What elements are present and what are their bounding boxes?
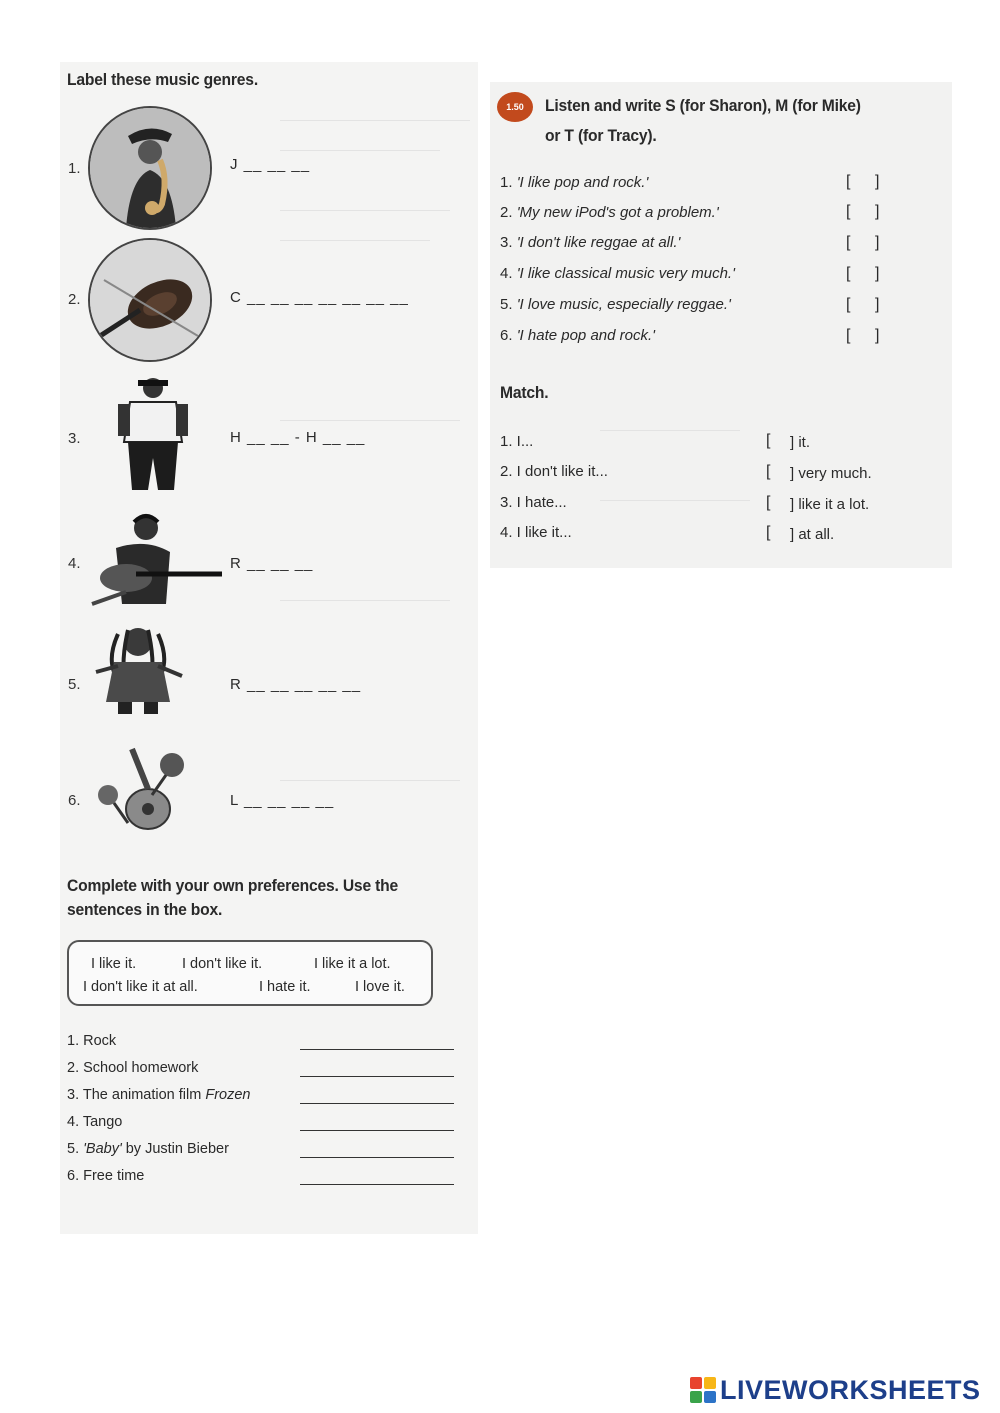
preference-answer-line[interactable]: [300, 1076, 454, 1077]
genre-answer-hint[interactable]: R __ __ __: [230, 555, 314, 572]
preference-item: 2. School homework: [67, 1060, 199, 1076]
show-through-line: [280, 780, 460, 781]
rock-guitarist-icon: [86, 508, 206, 628]
preference-answer-line[interactable]: [300, 1184, 454, 1185]
preference-answer-line[interactable]: [300, 1049, 454, 1050]
match-bracket-open[interactable]: [: [766, 432, 771, 449]
complete-preferences-title-line2: sentences in the box.: [67, 900, 223, 919]
answer-bracket-close: ]: [875, 203, 880, 220]
match-right-item: ] very much.: [790, 465, 872, 482]
listen-title-line2: or T (for Tracy).: [545, 126, 657, 145]
liveworksheets-logo[interactable]: [690, 1373, 981, 1407]
genre-answer-hint[interactable]: H __ __ - H __ __: [230, 429, 366, 446]
listen-item: [500, 265, 735, 282]
preference-text: 5.: [67, 1141, 84, 1157]
preference-answer-line[interactable]: [300, 1130, 454, 1131]
hip-hop-dancer-icon: [108, 372, 228, 492]
preference-text-rest: by Justin Bieber: [121, 1141, 229, 1157]
preference-item: 1. Rock: [67, 1033, 117, 1049]
box-sentence: I like it.: [91, 956, 137, 972]
match-title: Match.: [500, 383, 549, 402]
listen-item: [500, 327, 655, 344]
quote: 'My new iPod's got a problem.': [516, 204, 719, 221]
audio-track-badge: 1.50: [497, 92, 533, 122]
box-sentence: I like it a lot.: [314, 956, 391, 972]
listen-item: [500, 296, 731, 313]
saxophone-player-icon: [88, 106, 212, 230]
genre-number: 1.: [68, 160, 81, 177]
latin-instruments-icon: [92, 745, 212, 865]
logo-square: [704, 1377, 716, 1389]
preference-item: [67, 1087, 251, 1103]
genre-number: 5.: [68, 676, 81, 693]
logo-mark-icon: [690, 1377, 716, 1403]
match-left-item: 4. I like it...: [500, 524, 572, 541]
answer-bracket-open[interactable]: [: [846, 173, 851, 190]
item-number: 1.: [500, 174, 513, 191]
show-through-line: [600, 430, 740, 431]
complete-preferences-title: Complete with your own preferences. Use the: [67, 876, 399, 895]
film-title: Frozen: [205, 1087, 251, 1103]
quote: 'I like classical music very much.': [516, 265, 735, 282]
quote: 'I don't like reggae at all.': [516, 234, 681, 251]
show-through-line: [280, 600, 450, 601]
preference-text: 3. The animation film: [67, 1087, 206, 1103]
song-title: 'Baby': [83, 1141, 122, 1157]
genre-number: 2.: [68, 291, 81, 308]
box-sentence: I hate it.: [259, 979, 311, 995]
item-number: 4.: [500, 265, 513, 282]
item-number: 2.: [500, 204, 513, 221]
violin-icon: [88, 238, 212, 362]
listen-item: [500, 174, 648, 191]
answer-bracket-close: ]: [875, 173, 880, 190]
quote: 'I like pop and rock.': [516, 174, 649, 191]
logo-square: [690, 1377, 702, 1389]
box-sentence: I don't like it.: [182, 956, 263, 972]
match-left-item: 3. I hate...: [500, 494, 567, 511]
genre-answer-hint[interactable]: L __ __ __ __: [230, 792, 335, 809]
preference-item: 6. Free time: [67, 1168, 145, 1184]
answer-bracket-open[interactable]: [: [846, 296, 851, 313]
preference-item: [67, 1141, 229, 1157]
show-through-line: [280, 150, 440, 151]
answer-bracket-open[interactable]: [: [846, 203, 851, 220]
match-right-item: ] like it a lot.: [790, 496, 870, 513]
answer-bracket-close: ]: [875, 327, 880, 344]
logo-square: [704, 1391, 716, 1403]
label-genres-title: Label these music genres.: [67, 70, 258, 89]
quote: 'I hate pop and rock.': [516, 327, 656, 344]
genre-number: 3.: [68, 430, 81, 447]
show-through-line: [280, 210, 450, 211]
reggae-singer-icon: [88, 616, 208, 736]
answer-bracket-open[interactable]: [: [846, 327, 851, 344]
item-number: 5.: [500, 296, 513, 313]
listen-title: Listen and write S (for Sharon), M (for Mike): [545, 96, 861, 115]
genre-answer-hint[interactable]: J __ __ __: [230, 156, 311, 173]
answer-bracket-close: ]: [875, 234, 880, 251]
answer-bracket-open[interactable]: [: [846, 234, 851, 251]
genre-number: 4.: [68, 555, 81, 572]
box-sentence: I don't like it at all.: [83, 979, 198, 995]
preference-answer-line[interactable]: [300, 1157, 454, 1158]
match-bracket-open[interactable]: [: [766, 463, 771, 480]
item-number: 3.: [500, 234, 513, 251]
answer-bracket-open[interactable]: [: [846, 265, 851, 282]
show-through-line: [280, 420, 460, 421]
preference-item: 4. Tango: [67, 1114, 123, 1130]
match-right-item: ] it.: [790, 434, 811, 451]
genre-number: 6.: [68, 792, 81, 809]
match-bracket-open[interactable]: [: [766, 524, 771, 541]
listen-item: [500, 204, 719, 221]
answer-bracket-close: ]: [875, 265, 880, 282]
match-left-item: 1. I...: [500, 433, 534, 450]
match-right-item: ] at all.: [790, 526, 835, 543]
match-left-item: 2. I don't like it...: [500, 463, 608, 480]
show-through-line: [280, 120, 470, 121]
genre-answer-hint[interactable]: R __ __ __ __ __: [230, 676, 362, 693]
preference-answer-line[interactable]: [300, 1103, 454, 1104]
show-through-line: [600, 500, 750, 501]
answer-bracket-close: ]: [875, 296, 880, 313]
box-sentence: I love it.: [355, 979, 405, 995]
match-bracket-open[interactable]: [: [766, 494, 771, 511]
genre-answer-hint[interactable]: C __ __ __ __ __ __ __: [230, 289, 409, 306]
logo-text: LIVEWORKSHEETS: [720, 1374, 981, 1405]
sentence-box: [67, 940, 433, 1006]
item-number: 6.: [500, 327, 513, 344]
show-through-line: [280, 240, 430, 241]
quote: 'I love music, especially reggae.': [516, 296, 731, 313]
logo-square: [690, 1391, 702, 1403]
listen-item: [500, 234, 680, 251]
